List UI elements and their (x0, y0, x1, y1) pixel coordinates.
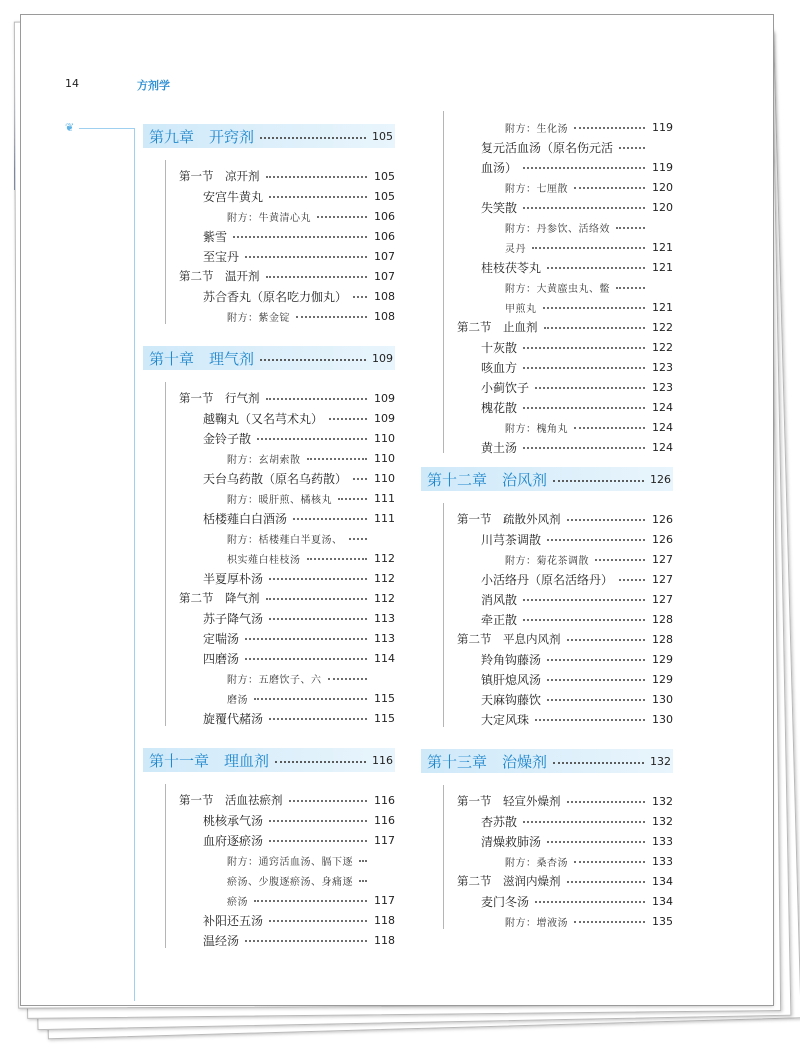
entry-page-number: 132 (652, 814, 673, 828)
chapter-title: 第十章 理气剂 (149, 349, 255, 368)
entry-title: 甲煎丸 (505, 303, 537, 315)
dot-leader (307, 458, 368, 460)
dot-leader (269, 840, 367, 842)
dot-leader (266, 276, 368, 278)
entry-page-number: 111 (374, 511, 395, 525)
toc-page (20, 14, 774, 1006)
toc-formula-entry[interactable] (481, 811, 673, 831)
entry-title: 天台乌药散（原名乌药散） (203, 471, 348, 486)
dot-leader (544, 327, 646, 329)
entry-page-number: 114 (374, 651, 395, 665)
entry-title: 枳实薤白桂枝汤 (227, 554, 301, 566)
entry-page-number: 123 (652, 360, 673, 374)
toc-appendix-entry[interactable] (227, 448, 395, 468)
entry-title: 附方：槐角丸 (505, 423, 568, 435)
entry-title: 消风散 (481, 592, 518, 607)
toc-appendix-entry[interactable] (227, 688, 395, 708)
entry-page-number: 133 (652, 854, 673, 868)
toc-formula-entry[interactable] (203, 226, 395, 246)
dot-leader (233, 236, 367, 238)
toc-section-entry[interactable] (457, 509, 673, 529)
dot-leader (547, 841, 645, 843)
toc-formula-entry[interactable] (203, 910, 395, 930)
entry-title: 天麻钩藤饮 (481, 692, 542, 707)
section-indent-rule (165, 382, 166, 726)
dot-leader (547, 659, 645, 661)
toc-section-entry[interactable] (179, 588, 395, 608)
entry-page-number: 109 (374, 391, 395, 405)
dot-leader (254, 900, 367, 902)
chapter-page-number: 116 (372, 753, 393, 767)
entry-page-number: 124 (652, 440, 673, 454)
dot-leader (296, 316, 367, 318)
dot-leader (353, 478, 367, 480)
toc-formula-entry[interactable] (481, 377, 673, 397)
dot-leader (349, 538, 368, 540)
spine-horizontal-rule (79, 128, 135, 129)
toc-formula-entry[interactable] (481, 257, 673, 277)
toc-formula-entry[interactable] (203, 810, 395, 830)
chapter-page-number: 105 (372, 129, 393, 143)
toc-formula-entry[interactable] (481, 157, 673, 177)
entry-page-number: 119 (652, 160, 673, 174)
entry-page-number: 130 (652, 692, 673, 706)
entry-page-number: 112 (374, 571, 395, 585)
chapter-page-number: 126 (650, 472, 671, 486)
toc-appendix-entry[interactable] (227, 850, 395, 870)
toc-formula-entry[interactable] (203, 648, 395, 668)
entry-page-number: 108 (374, 289, 395, 303)
dot-leader (245, 658, 367, 660)
entry-title: 苏合香丸（原名吃力伽丸） (203, 289, 348, 304)
entry-page-number: 111 (374, 491, 395, 505)
entry-title: 第一节 轻宣外燥剂 (457, 794, 561, 808)
entry-title: 定喘汤 (203, 631, 240, 646)
entry-title: 十灰散 (481, 340, 518, 355)
dot-leader (245, 256, 367, 258)
entry-title: 小蓟饮子 (481, 380, 530, 395)
toc-section-entry[interactable] (179, 166, 395, 186)
entry-title: 附方：大黄䗪虫丸、鳖 (505, 283, 610, 295)
entry-page-number: 109 (374, 411, 395, 425)
entry-title: 附方：栝楼薤白半夏汤、 (227, 534, 343, 546)
entry-page-number: 128 (652, 612, 673, 626)
dot-leader (359, 860, 367, 862)
toc-formula-entry[interactable] (203, 246, 395, 266)
entry-title: 第一节 凉开剂 (179, 169, 260, 183)
dot-leader (353, 296, 367, 298)
entry-title: 附方：七厘散 (505, 183, 568, 195)
entry-title: 苏子降气汤 (203, 611, 264, 626)
toc-formula-entry[interactable] (203, 830, 395, 850)
toc-formula-entry[interactable] (203, 708, 395, 728)
dot-leader (523, 207, 645, 209)
entry-page-number: 121 (652, 300, 673, 314)
running-title: 方剂学 (137, 79, 170, 92)
entry-page-number: 134 (652, 894, 673, 908)
entry-page-number: 118 (374, 913, 395, 927)
entry-page-number: 132 (652, 794, 673, 808)
entry-page-number: 127 (652, 552, 673, 566)
toc-formula-entry[interactable] (203, 608, 395, 628)
entry-title: 第二节 滋润内燥剂 (457, 874, 561, 888)
dot-leader (523, 347, 645, 349)
entry-title: 磨汤 (227, 694, 248, 706)
toc-section-entry[interactable] (179, 266, 395, 286)
dot-leader (535, 901, 645, 903)
dot-leader (535, 719, 645, 721)
entry-page-number: 133 (652, 834, 673, 848)
entry-title: 第一节 活血祛瘀剂 (179, 793, 283, 807)
entry-page-number: 130 (652, 712, 673, 726)
dot-leader (616, 287, 645, 289)
dot-leader (269, 618, 367, 620)
entry-title: 半夏厚朴汤 (203, 571, 264, 586)
dot-leader (523, 821, 645, 823)
entry-title: 附方：桑杏汤 (505, 857, 568, 869)
entry-page-number: 110 (374, 451, 395, 465)
dot-leader (574, 427, 645, 429)
toc-formula-entry[interactable] (481, 529, 673, 549)
entry-title: 清燥救肺汤 (481, 834, 542, 849)
toc-appendix-entry[interactable] (505, 277, 673, 297)
toc-formula-entry[interactable] (481, 589, 673, 609)
dot-leader (553, 480, 644, 482)
dot-leader (535, 387, 645, 389)
entry-title: 附方：玄胡索散 (227, 454, 301, 466)
entry-title: 复元活血汤（原名伤元活 (481, 140, 614, 155)
entry-page-number: 121 (652, 260, 673, 274)
entry-title: 附方：紫金锭 (227, 312, 290, 324)
entry-title: 附方：通窍活血汤、膈下逐 (227, 856, 353, 868)
entry-title: 附方：暖肝煎、橘核丸 (227, 494, 332, 506)
entry-page-number: 110 (374, 431, 395, 445)
entry-title: 附方：牛黄清心丸 (227, 212, 311, 224)
toc-formula-entry[interactable] (203, 468, 395, 488)
dot-leader (547, 267, 645, 269)
spine-vertical-rule (134, 128, 135, 1001)
entry-page-number: 127 (652, 592, 673, 606)
entry-title: 越鞠丸（又名芎术丸） (203, 411, 324, 426)
section-indent-rule (443, 785, 444, 929)
entry-page-number: 126 (652, 512, 673, 526)
entry-page-number: 126 (652, 532, 673, 546)
chapter-title: 第十三章 治燥剂 (427, 752, 548, 771)
toc-appendix-entry[interactable] (227, 548, 395, 568)
dot-leader (574, 127, 645, 129)
entry-title: 紫雪 (203, 229, 228, 244)
dot-leader (567, 519, 646, 521)
toc-appendix-entry[interactable] (505, 549, 673, 569)
entry-title: 至宝丹 (203, 249, 240, 264)
toc-chapter-heading[interactable] (143, 748, 395, 772)
toc-section-entry[interactable] (457, 791, 673, 811)
entry-title: 旋覆代赭汤 (203, 711, 264, 726)
toc-formula-entry[interactable] (481, 689, 673, 709)
toc-appendix-entry[interactable] (227, 306, 395, 326)
chapter-page-number: 109 (372, 351, 393, 365)
entry-title: 牵正散 (481, 612, 518, 627)
entry-title: 血府逐瘀汤 (203, 833, 264, 848)
dot-leader (523, 619, 645, 621)
dot-leader (293, 518, 367, 520)
entry-page-number: 122 (652, 320, 673, 334)
toc-formula-entry[interactable] (481, 357, 673, 377)
entry-title: 第二节 温开剂 (179, 269, 260, 283)
dot-leader (523, 447, 645, 449)
dot-leader (329, 418, 367, 420)
toc-appendix-entry[interactable] (505, 237, 673, 257)
dot-leader (269, 196, 367, 198)
toc-appendix-entry[interactable] (227, 890, 395, 910)
entry-page-number: 117 (374, 833, 395, 847)
toc-appendix-entry[interactable] (505, 911, 673, 931)
entry-title: 黄土汤 (481, 440, 518, 455)
dot-leader (523, 167, 645, 169)
entry-page-number: 107 (374, 269, 395, 283)
entry-page-number: 122 (652, 340, 673, 354)
toc-appendix-entry[interactable] (505, 851, 673, 871)
dot-leader (532, 247, 645, 249)
toc-formula-entry[interactable] (481, 831, 673, 851)
dot-leader (266, 398, 368, 400)
dot-leader (328, 678, 368, 680)
toc-section-entry[interactable] (457, 871, 673, 891)
entry-title: 小活络丹（原名活络丹） (481, 572, 614, 587)
toc-formula-entry[interactable] (481, 649, 673, 669)
section-indent-rule (165, 784, 166, 948)
entry-page-number: 115 (374, 691, 395, 705)
entry-title: 附方：增液汤 (505, 917, 568, 929)
toc-formula-entry[interactable] (481, 669, 673, 689)
entry-page-number: 128 (652, 632, 673, 646)
entry-page-number: 121 (652, 240, 673, 254)
entry-page-number: 129 (652, 652, 673, 666)
toc-formula-entry[interactable] (481, 609, 673, 629)
entry-title: 附方：菊花茶调散 (505, 555, 589, 567)
toc-formula-entry[interactable] (203, 408, 395, 428)
entry-title: 杏苏散 (481, 814, 518, 829)
toc-appendix-entry[interactable] (227, 206, 395, 226)
entry-page-number: 110 (374, 471, 395, 485)
toc-appendix-entry[interactable] (505, 177, 673, 197)
dot-leader (523, 599, 645, 601)
toc-formula-entry[interactable] (203, 568, 395, 588)
toc-formula-entry[interactable] (203, 628, 395, 648)
entry-title: 羚角钩藤汤 (481, 652, 542, 667)
entry-title: 四磨汤 (203, 651, 240, 666)
entry-title: 槐花散 (481, 400, 518, 415)
dot-leader (254, 698, 367, 700)
dot-leader (275, 761, 366, 763)
dot-leader (553, 762, 644, 764)
entry-title: 镇肝熄风汤 (481, 672, 542, 687)
dot-leader (359, 880, 367, 882)
entry-page-number: 107 (374, 249, 395, 263)
section-indent-rule (443, 503, 444, 727)
page-number: 14 (65, 77, 79, 90)
entry-title: 灵丹 (505, 243, 526, 255)
entry-page-number: 134 (652, 874, 673, 888)
entry-page-number: 117 (374, 893, 395, 907)
dot-leader (523, 367, 645, 369)
entry-page-number: 108 (374, 309, 395, 323)
entry-page-number: 106 (374, 229, 395, 243)
entry-page-number: 119 (652, 120, 673, 134)
chapter-title: 第九章 开窍剂 (149, 127, 255, 146)
entry-page-number: 123 (652, 380, 673, 394)
dot-leader (307, 558, 368, 560)
leaf-ornament-icon: ❦ (65, 121, 75, 134)
toc-formula-entry[interactable] (481, 397, 673, 417)
toc-appendix-entry[interactable] (227, 870, 395, 890)
entry-title: 安宫牛黄丸 (203, 189, 264, 204)
toc-formula-entry[interactable] (481, 891, 673, 911)
toc-formula-entry[interactable] (203, 508, 395, 528)
entry-page-number: 118 (374, 933, 395, 947)
toc-chapter-heading[interactable] (421, 749, 673, 773)
entry-title: 补阳还五汤 (203, 913, 264, 928)
entry-title: 金铃子散 (203, 431, 252, 446)
dot-leader (338, 498, 367, 500)
toc-section-entry[interactable] (457, 629, 673, 649)
entry-title: 第二节 止血剂 (457, 320, 538, 334)
entry-title: 第一节 疏散外风剂 (457, 512, 561, 526)
dot-leader (245, 940, 367, 942)
entry-title: 瘀汤、少腹逐瘀汤、身痛逐 (227, 876, 353, 888)
entry-page-number: 105 (374, 169, 395, 183)
toc-formula-entry[interactable] (481, 197, 673, 217)
dot-leader (574, 921, 645, 923)
dot-leader (317, 216, 367, 218)
dot-leader (269, 820, 367, 822)
entry-page-number: 116 (374, 793, 395, 807)
toc-appendix-entry[interactable] (227, 488, 395, 508)
entry-page-number: 124 (652, 420, 673, 434)
section-indent-rule (165, 160, 166, 324)
dot-leader (257, 438, 367, 440)
dot-leader (567, 881, 646, 883)
toc-formula-entry[interactable] (203, 428, 395, 448)
toc-formula-entry[interactable] (481, 709, 673, 729)
entry-title: 瘀汤 (227, 896, 248, 908)
chapter-page-number: 132 (650, 754, 671, 768)
entry-title: 失笑散 (481, 200, 518, 215)
dot-leader (245, 638, 367, 640)
entry-page-number: 112 (374, 551, 395, 565)
dot-leader (543, 307, 646, 309)
dot-leader (574, 187, 645, 189)
entry-title: 附方：五磨饮子、六 (227, 674, 322, 686)
toc-formula-entry[interactable] (481, 337, 673, 357)
dot-leader (266, 176, 368, 178)
toc-formula-entry[interactable] (203, 186, 395, 206)
dot-leader (567, 801, 646, 803)
entry-title: 栝楼薤白白酒汤 (203, 511, 288, 526)
entry-page-number: 115 (374, 711, 395, 725)
toc-formula-entry[interactable] (203, 286, 395, 306)
dot-leader (616, 227, 645, 229)
dot-leader (269, 718, 367, 720)
toc-chapter-heading[interactable] (143, 124, 395, 148)
entry-page-number: 129 (652, 672, 673, 686)
dot-leader (547, 679, 645, 681)
toc-section-entry[interactable] (179, 388, 395, 408)
dot-leader (567, 639, 646, 641)
toc-section-entry[interactable] (457, 317, 673, 337)
entry-title: 温经汤 (203, 933, 240, 948)
toc-formula-entry[interactable] (481, 569, 673, 589)
dot-leader (574, 861, 645, 863)
entry-title: 附方：生化汤 (505, 123, 568, 135)
entry-page-number: 120 (652, 180, 673, 194)
toc-appendix-entry[interactable] (227, 668, 395, 688)
entry-page-number: 113 (374, 611, 395, 625)
toc-appendix-entry[interactable] (505, 297, 673, 317)
dot-leader (619, 579, 645, 581)
entry-title: 附方：丹参饮、活络效 (505, 223, 610, 235)
entry-page-number: 105 (374, 189, 395, 203)
entry-title: 第二节 降气剂 (179, 591, 260, 605)
section-indent-rule (443, 111, 444, 453)
dot-leader (619, 147, 645, 149)
entry-page-number: 127 (652, 572, 673, 586)
dot-leader (260, 137, 366, 139)
toc-formula-entry[interactable] (203, 930, 395, 950)
entry-page-number: 124 (652, 400, 673, 414)
dot-leader (260, 359, 366, 361)
toc-formula-entry[interactable] (481, 437, 673, 457)
entry-title: 第二节 平息内风剂 (457, 632, 561, 646)
toc-appendix-entry[interactable] (505, 217, 673, 237)
entry-title: 川芎茶调散 (481, 532, 542, 547)
dot-leader (269, 920, 367, 922)
toc-chapter-heading[interactable] (143, 346, 395, 370)
dot-leader (289, 800, 368, 802)
dot-leader (523, 407, 645, 409)
toc-section-entry[interactable] (179, 790, 395, 810)
entry-title: 第一节 行气剂 (179, 391, 260, 405)
entry-page-number: 106 (374, 209, 395, 223)
chapter-title: 第十二章 治风剂 (427, 470, 548, 489)
entry-page-number: 113 (374, 631, 395, 645)
chapter-title: 第十一章 理血剂 (149, 751, 270, 770)
entry-title: 桂枝茯苓丸 (481, 260, 542, 275)
dot-leader (547, 699, 645, 701)
entry-page-number: 135 (652, 914, 673, 928)
entry-title: 咳血方 (481, 360, 518, 375)
entry-title: 桃核承气汤 (203, 813, 264, 828)
entry-title: 大定风珠 (481, 712, 530, 727)
entry-page-number: 116 (374, 813, 395, 827)
entry-title: 麦门冬汤 (481, 894, 530, 909)
entry-page-number: 112 (374, 591, 395, 605)
dot-leader (547, 539, 645, 541)
dot-leader (269, 578, 367, 580)
entry-title: 血汤） (481, 160, 518, 175)
toc-appendix-entry[interactable] (227, 528, 395, 548)
toc-formula-entry[interactable] (481, 137, 673, 157)
dot-leader (595, 559, 645, 561)
toc-appendix-entry[interactable] (505, 117, 673, 137)
entry-page-number: 120 (652, 200, 673, 214)
toc-chapter-heading[interactable] (421, 467, 673, 491)
toc-appendix-entry[interactable] (505, 417, 673, 437)
dot-leader (266, 598, 368, 600)
